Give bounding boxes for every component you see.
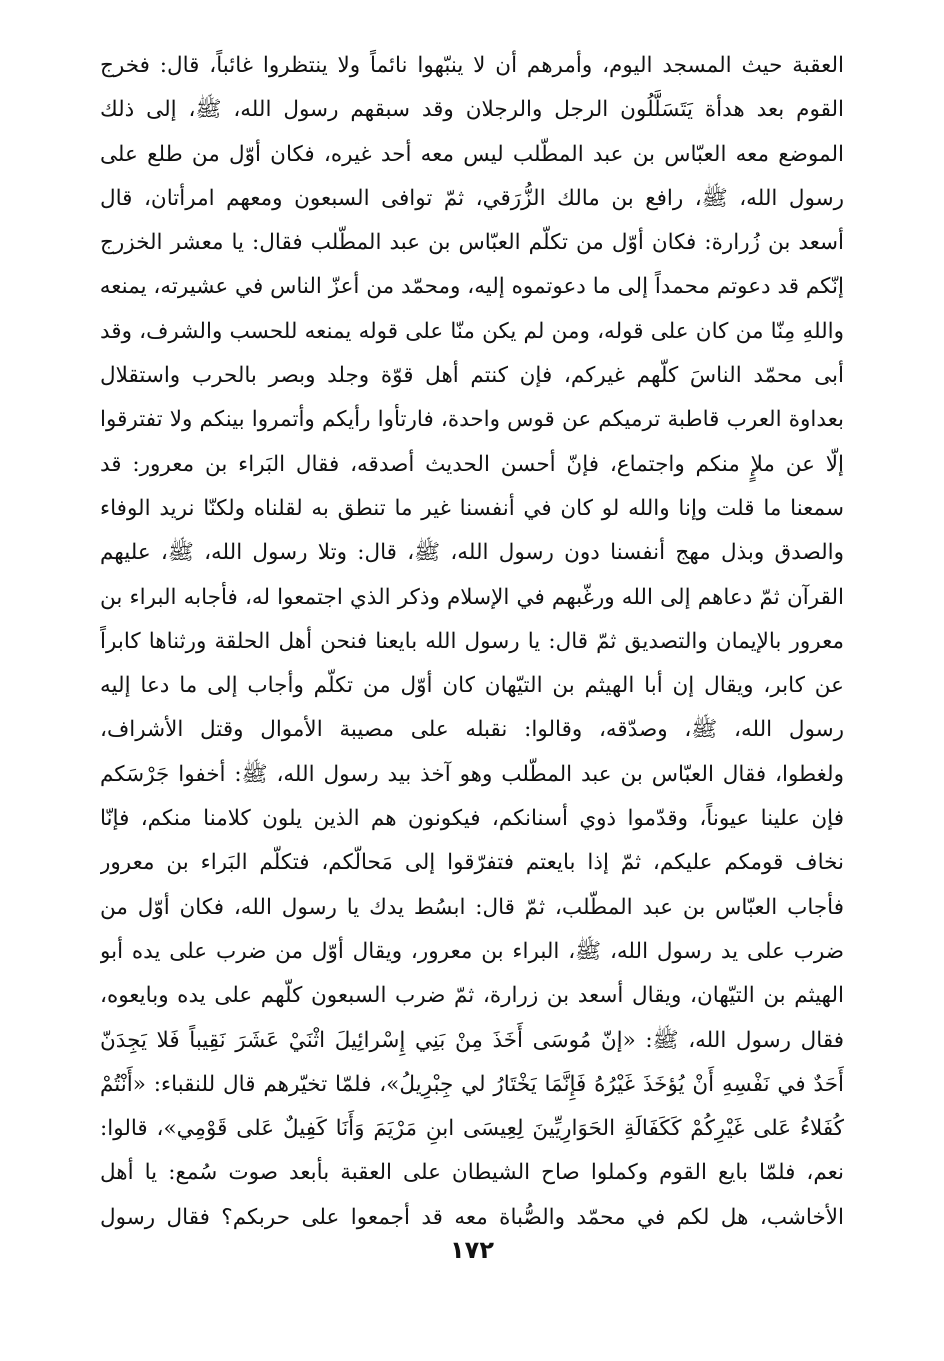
text-line: الموضع معه العبّاس بن عبد المطّلب ليس معه أحد غيره، فكان أوّل من طلع على <box>100 141 844 167</box>
text-line: رسول الله، ﷺ، رافع بن مالك الزُّرَقي، ثمّ توافى السبعون ومعهم امرأتان، قال <box>100 185 844 211</box>
text-line: القوم بعد هدأة يَتَسَلَّلُون الرجل والرجلان وقد سبقهم رسول الله، ﷺ، إلى ذلك <box>100 97 844 123</box>
text-line: سمعنا ما قلت وإنا والله لو كان في أنفسنا غير ما تنطق به لقلناه ولكنّا نريد الوفاء <box>100 495 844 521</box>
text-line: ضرب على يد رسول الله، ﷺ، البراء بن معرور، ويقال أوّل من ضرب على يده أبو <box>100 938 844 964</box>
text-line: نخاف قومكم عليكم، ثمّ إذا بايعتم فتفرّقوا إلى مَحالّكم، فتكلّم البَراء بن معرور <box>100 850 844 876</box>
text-line: أسعد بن زُرارة: فكان أوّل من تكلّم العبّاس بن عبد المطّلب فقال: يا معشر الخزرج <box>100 230 844 256</box>
text-line: رسول الله، ﷺ، وصدّقه، وقالوا: نقبله على مصيبة الأموال وقتل الأشراف، <box>100 717 844 743</box>
text-line: إلّا عن ملإٍ منكم واجتماع، فإنّ أحسن الحديث أصدقه، فقال البَراء بن معرور: قد <box>100 451 844 477</box>
text-line: عن كابر، ويقال إن أبا الهيثم بن التيّهان كان أوّل من تكلّم وأجاب إلى ما دعا إليه <box>100 673 844 699</box>
text-line: أبى محمّد الناسَ كلّهم غيركم، فإن كنتم أهل قوّة وجلد وبصر بالحرب واستقلال <box>100 363 844 389</box>
body-text <box>100 44 844 1240</box>
text-line: ولغطوا، فقال العبّاس بن عبد المطّلب وهو آخذ بيد رسول الله، ﷺ: أخفوا جَرْسَكم <box>100 761 844 787</box>
text-line: العقبة حيث المسجد اليوم، وأمرهم أن لا ينبّهوا نائماً ولا ينتظروا غائباً، قال: فخرج <box>100 53 844 78</box>
text-line: واللهِ مِنّا من كان على قوله، ومن لم يكن منّا على قوله يمنعه للحسب والشرف، وقد <box>100 318 844 344</box>
text-line: كُفَلاءُ عَلى غَيْرِكُمْ كَكَفَالَةِ الحَوَارِيِّينَ لِعِيسَى ابنِ مَرْيَمَ وَأَنَا كَفِيلٌ عَلى قَوْمِي»، قالوا: <box>100 1116 844 1142</box>
text-line: إنّكم قد دعوتم محمداً إلى ما دعوتموه إليه، ومحمّد من أعزّ الناس في عشيرته، يمنعه <box>100 274 844 300</box>
text-line: الأخاشب، هل لكم في محمّد والصُّباة معه قد أجمعوا على حربكم؟ فقال رسول <box>100 1204 844 1230</box>
text-line: أَحَدٌ في نَفْسِهِ أَنْ يُؤخَذَ غَيْرُهُ فَإِنَّمَا يَخْتَارُ لي جِبْرِيلُ»، فلمّا تخيّرهم قال للنقباء: «أَنْتُمْ <box>100 1071 844 1097</box>
text-line: فقال رسول الله، ﷺ: «إنّ مُوسَى أَخَذَ مِنْ بَنِي إِسْرائِيلَ اثْنَيْ عَشَرَ نَقِيباً فَلا يَجِدَنّ <box>100 1027 844 1053</box>
text-line: الهيثم بن التيّهان، ويقال أسعد بن زرارة، ثمّ ضرب السبعون كلّهم على يده وبايعوه، <box>100 983 844 1009</box>
text-line: بعداوة العرب قاطبة ترميكم عن قوس واحدة، فارتأوا رأيكم وأتمروا بينكم ولا تفترقوا <box>100 407 844 433</box>
text-line: فأجاب العبّاس بن عبد المطّلب، ثمّ قال: ابسُط يدك يا رسول الله، فكان أوّل من <box>100 894 844 920</box>
text-line: والصدق وبذل مهج أنفسنا دون رسول الله، ﷺ، قال: وتلا رسول الله، ﷺ، عليهم <box>100 540 844 566</box>
text-line: فإن علينا عيوناً، وقدّموا ذوي أسنانكم، فيكونون هم الذين يلون كلامنا منكم، فإنّا <box>100 806 844 832</box>
text-line: القرآن ثمّ دعاهم إلى الله ورغّبهم في الإسلام وذكر الذي اجتمعوا له، فأجابه البراء بن <box>100 584 844 610</box>
page-number: ١٧٢ <box>450 1236 494 1264</box>
text-line: معرور بالإيمان والتصديق ثمّ قال: يا رسول الله بايعنا فنحن أهل الحلقة ورثناها كابراً <box>100 628 844 654</box>
text-line: نعم، فلمّا بايع القوم وكملوا صاح الشيطان على العقبة بأبعد صوت سُمع: يا أهل <box>100 1160 844 1186</box>
